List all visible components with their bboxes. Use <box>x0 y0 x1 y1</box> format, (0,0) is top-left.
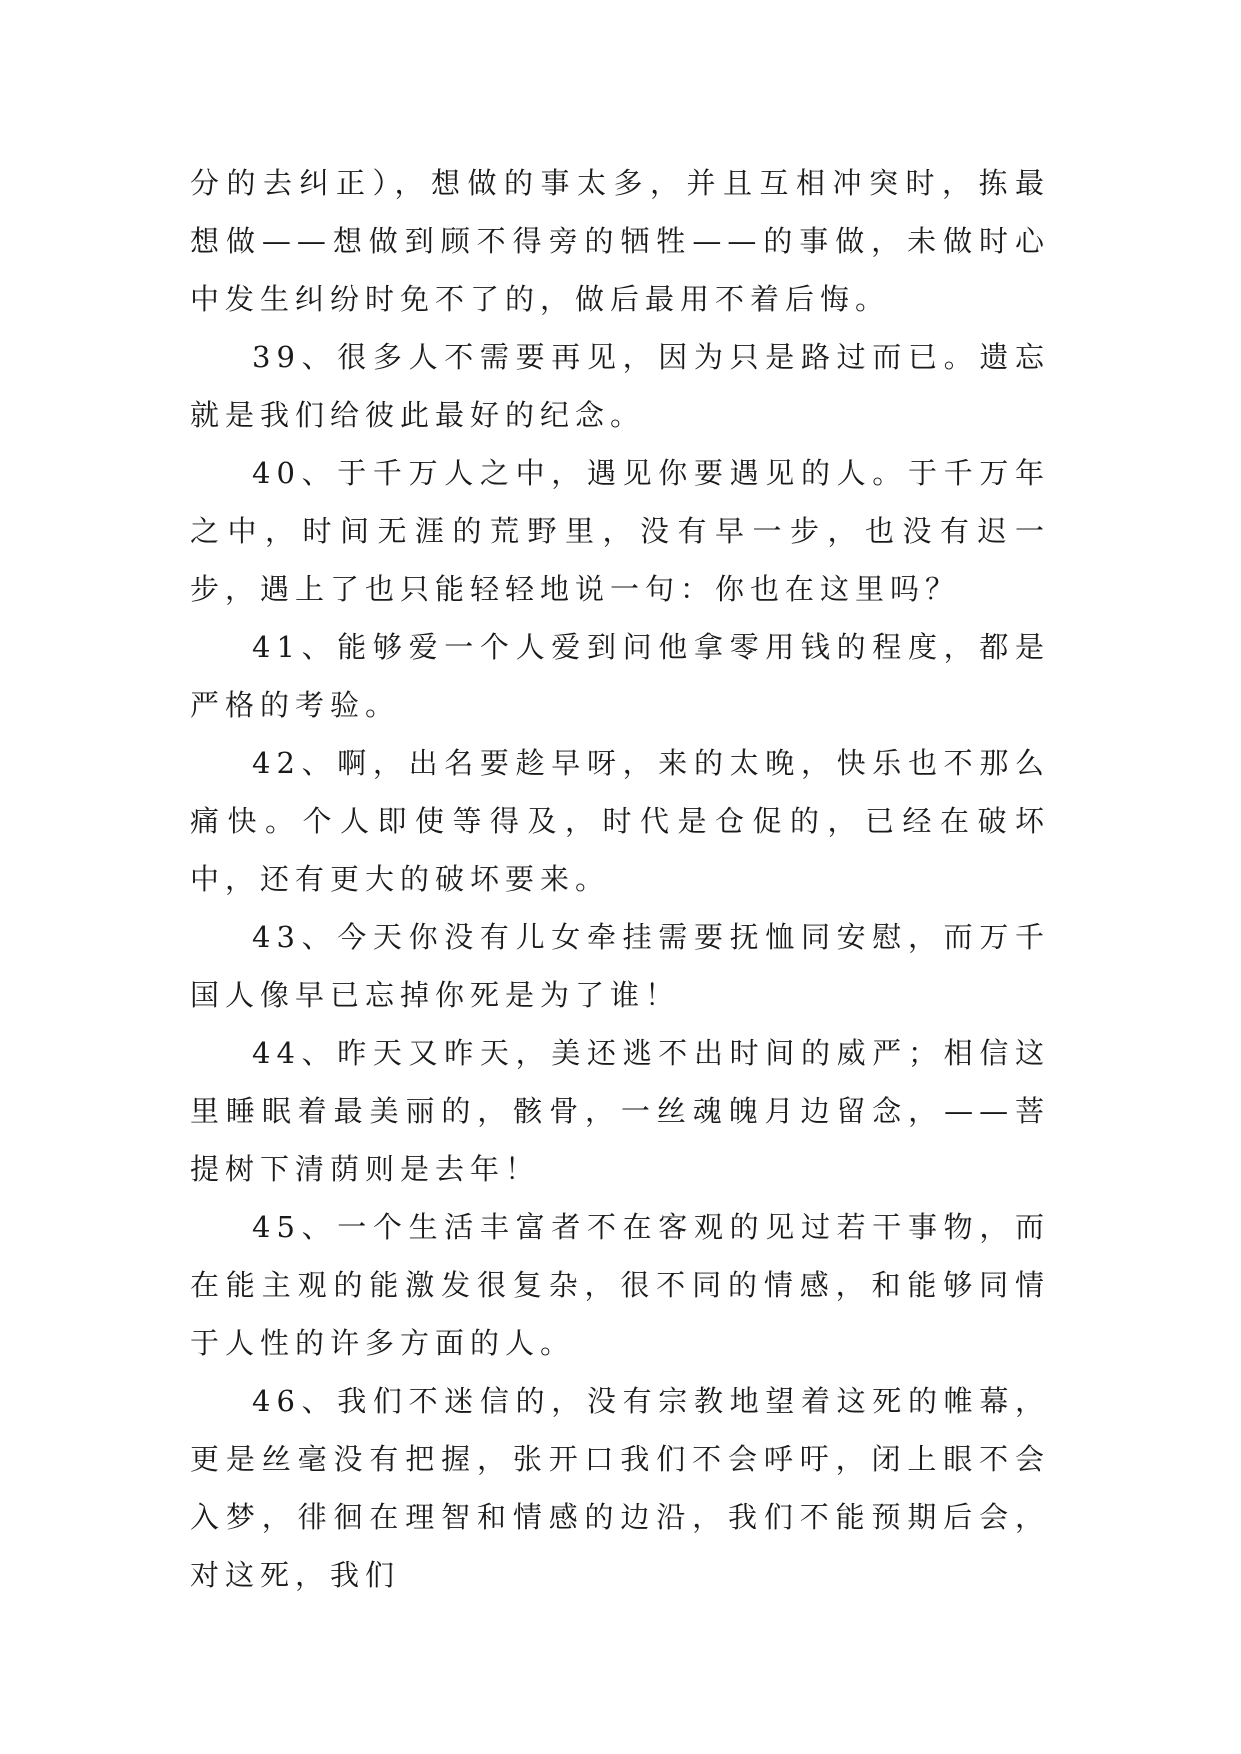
paragraph-43: 43、今天你没有儿女牵挂需要抚恤同安慰，而万千国人像早已忘掉你死是为了谁！ <box>190 920 1050 1012</box>
document-page <box>190 154 1050 1604</box>
paragraph-39: 39、很多人不需要再见，因为只是路过而已。遗忘就是我们给彼此最好的纪念。 <box>190 340 1050 432</box>
paragraph-41: 41、能够爱一个人爱到问他拿零用钱的程度，都是严格的考验。 <box>190 630 1050 722</box>
paragraph-42: 42、啊，出名要趁早呀，来的太晚，快乐也不那么痛快。个人即使等得及，时代是仓促的，已经在破坏中，还有更大的破坏要来。 <box>190 746 1050 896</box>
paragraph-continued: 分的去纠正），想做的事太多，并且互相冲突时，拣最想做——想做到顾不得旁的牺牲——的事做，未做时心中发生纠纷时免不了的，做后最用不着后悔。 <box>190 166 1050 316</box>
paragraph-44: 44、昨天又昨天，美还逃不出时间的威严；相信这里睡眠着最美丽的，骸骨，一丝魂魄月边留念，——菩提树下清荫则是去年！ <box>190 1036 1050 1186</box>
paragraph-45: 45、一个生活丰富者不在客观的见过若干事物，而在能主观的能激发很复杂，很不同的情感，和能够同情于人性的许多方面的人。 <box>190 1210 1050 1360</box>
paragraph-40: 40、于千万人之中，遇见你要遇见的人。于千万年之中，时间无涯的荒野里，没有早一步，也没有迟一步，遇上了也只能轻轻地说一句：你也在这里吗？ <box>190 456 1050 606</box>
paragraph-46: 46、我们不迷信的，没有宗教地望着这死的帷幕，更是丝毫没有把握，张开口我们不会呼吁，闭上眼不会入梦，徘徊在理智和情感的边沿，我们不能预期后会，对这死，我们 <box>190 1384 1050 1592</box>
